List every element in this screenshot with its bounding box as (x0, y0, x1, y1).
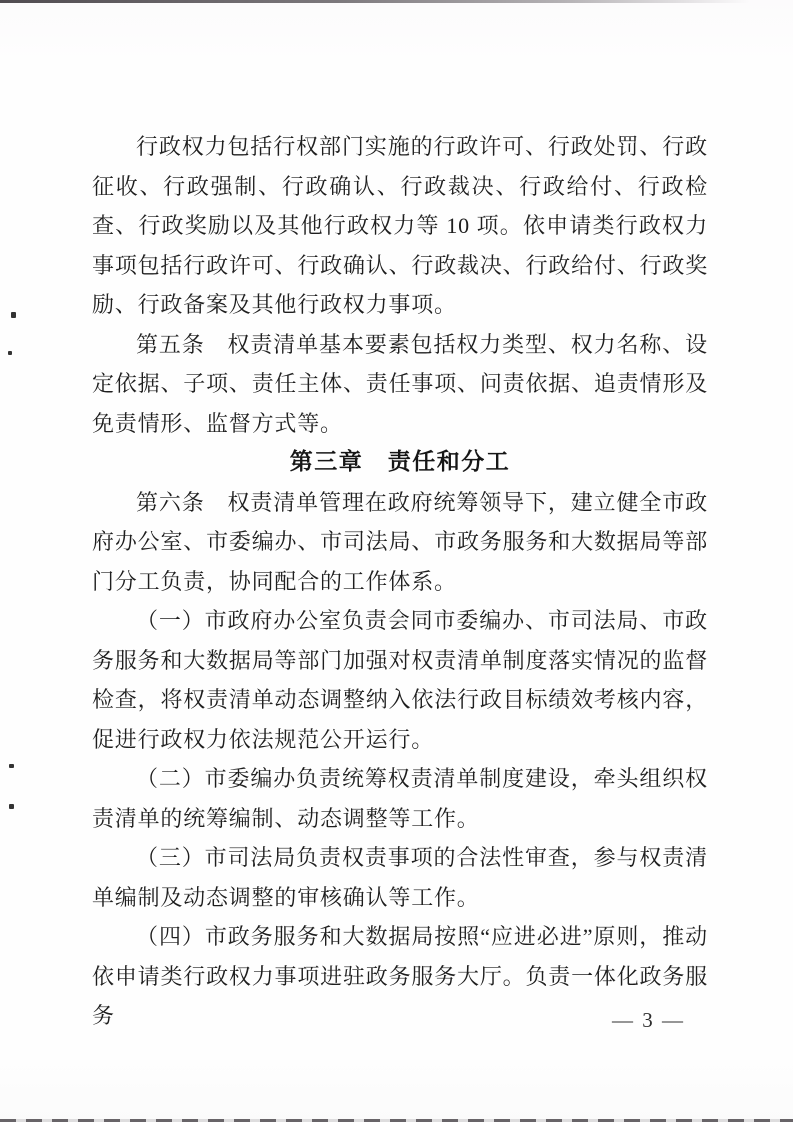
body-paragraph: 第六条 权责清单管理在政府统筹领导下，建立健全市政府办公室、市委编办、市司法局、市政务服务和大数据局等部门分工负责，协同配合的工作体系。 (92, 489, 708, 594)
body-paragraph: （四）市政务服务和大数据局按照“应进必进”原则，推动依申请类行政权力事项进驻政务服务大厅。负责一体化政务服务 (92, 924, 708, 1028)
body-paragraph: （二）市委编办负责统筹权责清单制度建设，牵头组织权责清单的统筹编制、动态调整等工作。 (92, 766, 708, 831)
scan-speck (8, 351, 12, 355)
scan-speck (11, 312, 16, 318)
body-paragraph: （一）市政府办公室负责会同市委编办、市司法局、市政务服务和大数据局等部门加强对权责清单制度落实情况的监督检查，将权责清单动态调整纳入依法行政目标绩效考核内容，促进行政权力依法规范公开运行。 (92, 608, 708, 752)
body-paragraph: 第五条 权责清单基本要素包括权力类型、权力名称、设定依据、子项、责任主体、责任事项、问责依据、追责情形及免责情形、监督方式等。 (92, 331, 708, 436)
document-body (92, 127, 708, 1036)
scan-edge-top (0, 0, 750, 3)
chapter-heading: 第三章 责任和分工 (289, 449, 511, 475)
body-paragraph: 行政权力包括行权部门实施的行政许可、行政处罚、行政征收、行政强制、行政确认、行政裁决、行政给付、行政检查、行政奖励以及其他行政权力等 10 项。依申请类行政权力事项包括行政许可、行政确认、行政裁决、行政给付、行政奖励、行政备案及其他行政权力事项。 (92, 134, 708, 317)
scan-speck (9, 764, 14, 768)
body-paragraph: （三）市司法局负责权责事项的合法性审查，参与权责清单编制及动态调整的审核确认等工作。 (92, 845, 708, 910)
scan-speck (9, 804, 14, 809)
page-number: — 3 — (612, 1008, 685, 1032)
